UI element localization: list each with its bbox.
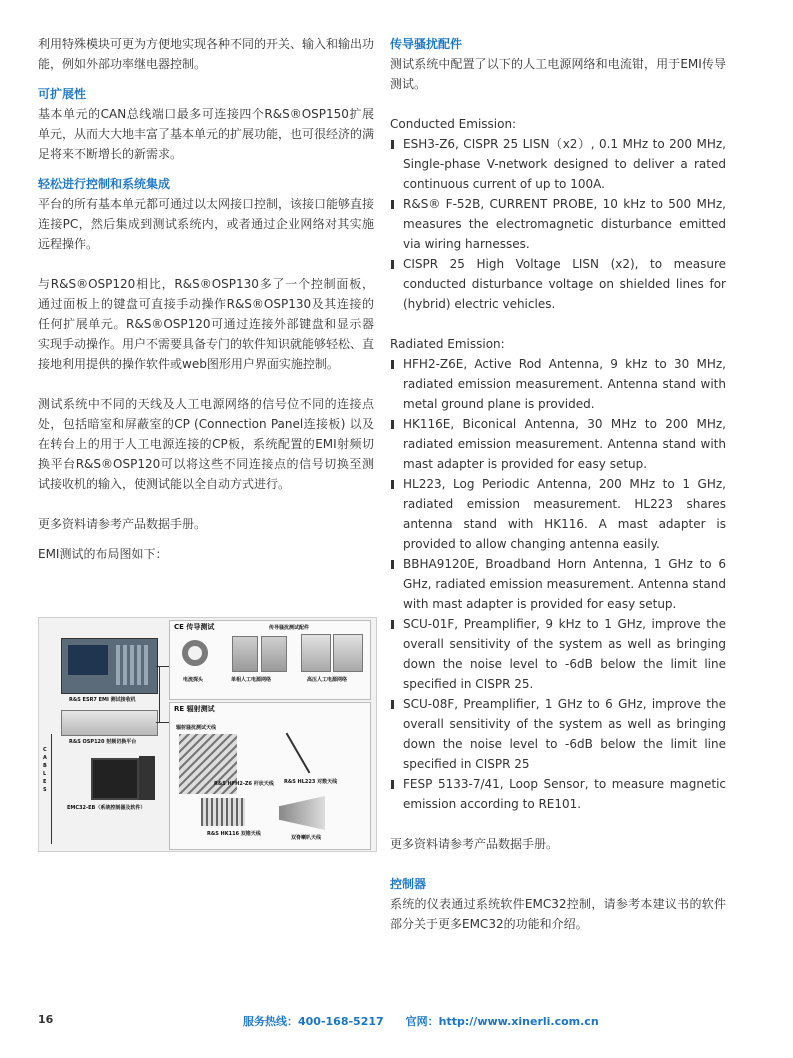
bullet-marker — [391, 480, 394, 489]
connector-line-vertical — [159, 666, 160, 722]
right-column — [390, 34, 726, 934]
radiated-item-text: SCU-08F, Preamplifier, 1 GHz to 6 GHz, improve the overall sensitivity of the system as well as bringing down the noise level to -6dB below the limit line specified in CISPR 25 — [403, 697, 726, 771]
radiated-item — [390, 694, 726, 774]
receiver-screen — [68, 645, 108, 675]
emi-receiver-image — [61, 638, 158, 694]
biconical-antenna-image — [201, 798, 245, 826]
log-antenna-label: R&S HL223 对数天线 — [284, 779, 338, 785]
bullet-marker — [391, 140, 394, 149]
conducted-label: Conducted Emission: — [390, 117, 517, 131]
connector-line-re — [156, 722, 169, 723]
current-probe-image — [182, 640, 208, 666]
conducted-item-text: R&S® F-52B, CURRENT PROBE, 10 kHz to 500 MHz, measures the electromagnetic disturbance emitted via wiring harnesses. — [403, 197, 726, 251]
conducted-item — [390, 254, 726, 314]
receiver-keypad — [116, 645, 150, 685]
radiated-item — [390, 774, 726, 814]
bullet-marker — [391, 420, 394, 429]
radiated-item — [390, 414, 726, 474]
radiated-item-text: HK116E, Biconical Antenna, 30 MHz to 200 MHz, radiated emission measurement. Antenna stand with mast adapter is provided for easy setup. — [403, 417, 726, 471]
connector-line-ce — [156, 666, 169, 667]
rf-switch-label: R&S OSP120 射频切换平台 — [69, 739, 137, 745]
horn-antenna-label: 双脊喇叭天线 — [291, 835, 322, 841]
bullet-marker — [391, 560, 394, 569]
switch-paragraph: 测试系统中不同的天线及人工电源网络的信号位不同的连接点处，包括暗室和屏蔽室的CP (Connection Panel连接板) 以及在转台上的用于人工电源连接的CP板，系统配置的EMI射频切换平台R&S®OSP120可以将这些不同连接点的信号切换至测试接收机的输入，使测试能以全自动方式进行。 — [38, 397, 374, 491]
conducted-intro: 测试系统中配置了以下的人工电源网络和电流钳，用于EMI传导测试。 — [390, 57, 726, 91]
re-panel-title: RE 辐射测试 — [174, 705, 215, 713]
software-label: EMC32-EB（系统控制器及软件） — [67, 805, 146, 811]
radiated-item — [390, 474, 726, 554]
expandability-paragraph: 基本单元的CAN总线端口最多可连接四个R&S®OSP150扩展单元，从而大大地丰富了基本单元的扩展功能，也可很经济的满足将来不断增长的新需求。 — [38, 107, 375, 161]
radiated-item-text: HFH2-Z6E, Active Rod Antenna, 9 kHz to 30 MHz, radiated emission measurement. Antenna stand with metal ground plane is provided. — [403, 357, 726, 411]
radiated-item — [390, 354, 726, 414]
radiated-item-text: HL223, Log Periodic Antenna, 200 MHz to 1 GHz, radiated emission measurement. HL223 shares antenna stand with HK116. A mast adapter is provided to allow changing antenna easily. — [403, 477, 726, 551]
pc-tower-image — [139, 756, 155, 800]
single-lisn-image-1 — [232, 636, 258, 672]
cables-label: CABLES — [43, 747, 47, 793]
osp-paragraph: 与R&S®OSP120相比，R&S®OSP130多了一个控制面板，通过面板上的键盘可直接手动操作R&S®OSP130及其连接的任何扩展单元。R&S®OSP120可通过连接外部键盘和显示器实现手动操作。用户不需要具备专门的软件知识就能够轻松、直接地利用提供的操作软件或web图形用户界面实施控制。 — [38, 277, 375, 371]
control-paragraph: 平台的所有基本单元都可通过以太网接口控制，该接口能够直接连接PC，然后集成到测试系统内，或者通过企业网络对其实施远程操作。 — [38, 197, 375, 251]
bullet-marker — [391, 260, 394, 269]
expandability-heading: 可扩展性 — [38, 87, 87, 101]
radiated-item-text: FESP 5133-7/41, Loop Sensor, to measure magnetic emission according to RE101. — [403, 777, 726, 811]
hv-lisn-image-2 — [333, 634, 363, 672]
hv-lisn-image-1 — [301, 634, 331, 672]
conducted-item — [390, 134, 726, 194]
controller-paragraph: 系统的仪表通过系统软件EMC32控制，请参考本建议书的软件部分关于更多EMC32的功能和介绍。 — [390, 897, 726, 931]
current-probe-label: 电流探头 — [183, 677, 204, 683]
left-column — [38, 34, 374, 564]
page-number: 16 — [38, 1013, 54, 1026]
single-lisn-image-2 — [261, 636, 287, 672]
re-panel-subtitle: 辐射骚扰测试天线 — [176, 725, 217, 731]
more-info-left: 更多资料请参考产品数据手册。 — [38, 517, 207, 531]
bullet-marker — [391, 700, 394, 709]
single-lisn-label: 单相人工电源网络 — [231, 677, 272, 683]
cable-line — [51, 734, 52, 844]
more-info-right: 更多资料请参考产品数据手册。 — [390, 837, 559, 851]
pc-monitor-image — [91, 758, 139, 800]
layout-caption: EMI测试的布局图如下： — [38, 547, 168, 561]
ce-panel-subtitle: 传导骚扰测试配件 — [269, 625, 310, 631]
conducted-item — [390, 194, 726, 254]
rod-antenna-label: R&S HFH2-Z6 杆状天线 — [214, 781, 274, 787]
conducted-item-text: ESH3-Z6, CISPR 25 LISN（x2）, 0.1 MHz to 200 MHz, Single-phase V-network designed to deliver a rated continuous current of up to 100A. — [403, 137, 726, 191]
bullet-marker — [391, 360, 394, 369]
intro-paragraph: 利用特殊模块可更为方便地实现各种不同的开关、输入和输出功能，例如外部功率继电器控制。 — [38, 37, 375, 71]
bullet-marker — [391, 620, 394, 629]
bullet-marker — [391, 200, 394, 209]
radiated-item-text: BBHA9120E, Broadband Horn Antenna, 1 GHz to 6 GHz, radiated emission measurement. Antenna stand with mast adapter is provided for easy setup. — [403, 557, 726, 611]
rf-switch-image — [61, 710, 158, 736]
footer-contact: 服务热线：400-168-5217 官网：http://www.xinerli.com.cn — [243, 1015, 599, 1028]
conducted-accessories-heading: 传导骚扰配件 — [390, 37, 463, 51]
radiated-label: Radiated Emission: — [390, 337, 505, 351]
ce-panel-title: CE 传导测试 — [174, 623, 215, 631]
hv-lisn-label: 高压人工电源网络 — [307, 677, 348, 683]
bullet-marker — [391, 780, 394, 789]
conducted-item-text: CISPR 25 High Voltage LISN (x2), to measure conducted disturbance voltage on shielded lines for (hybrid) electric vehicles. — [403, 257, 726, 311]
radiated-item — [390, 614, 726, 694]
control-heading: 轻松进行控制和系统集成 — [38, 177, 171, 191]
biconical-antenna-label: R&S HK116 双锥天线 — [207, 831, 261, 837]
radiated-item-text: SCU-01F, Preamplifier, 9 kHz to 1 GHz, improve the overall sensitivity of the system as well as bringing down the noise level to -6dB below the limit line specified in CISPR 25. — [403, 617, 726, 691]
radiated-item — [390, 554, 726, 614]
controller-heading: 控制器 — [390, 877, 427, 891]
receiver-label: R&S ESR7 EMI 测试接收机 — [69, 697, 136, 703]
emi-layout-diagram — [38, 617, 377, 852]
